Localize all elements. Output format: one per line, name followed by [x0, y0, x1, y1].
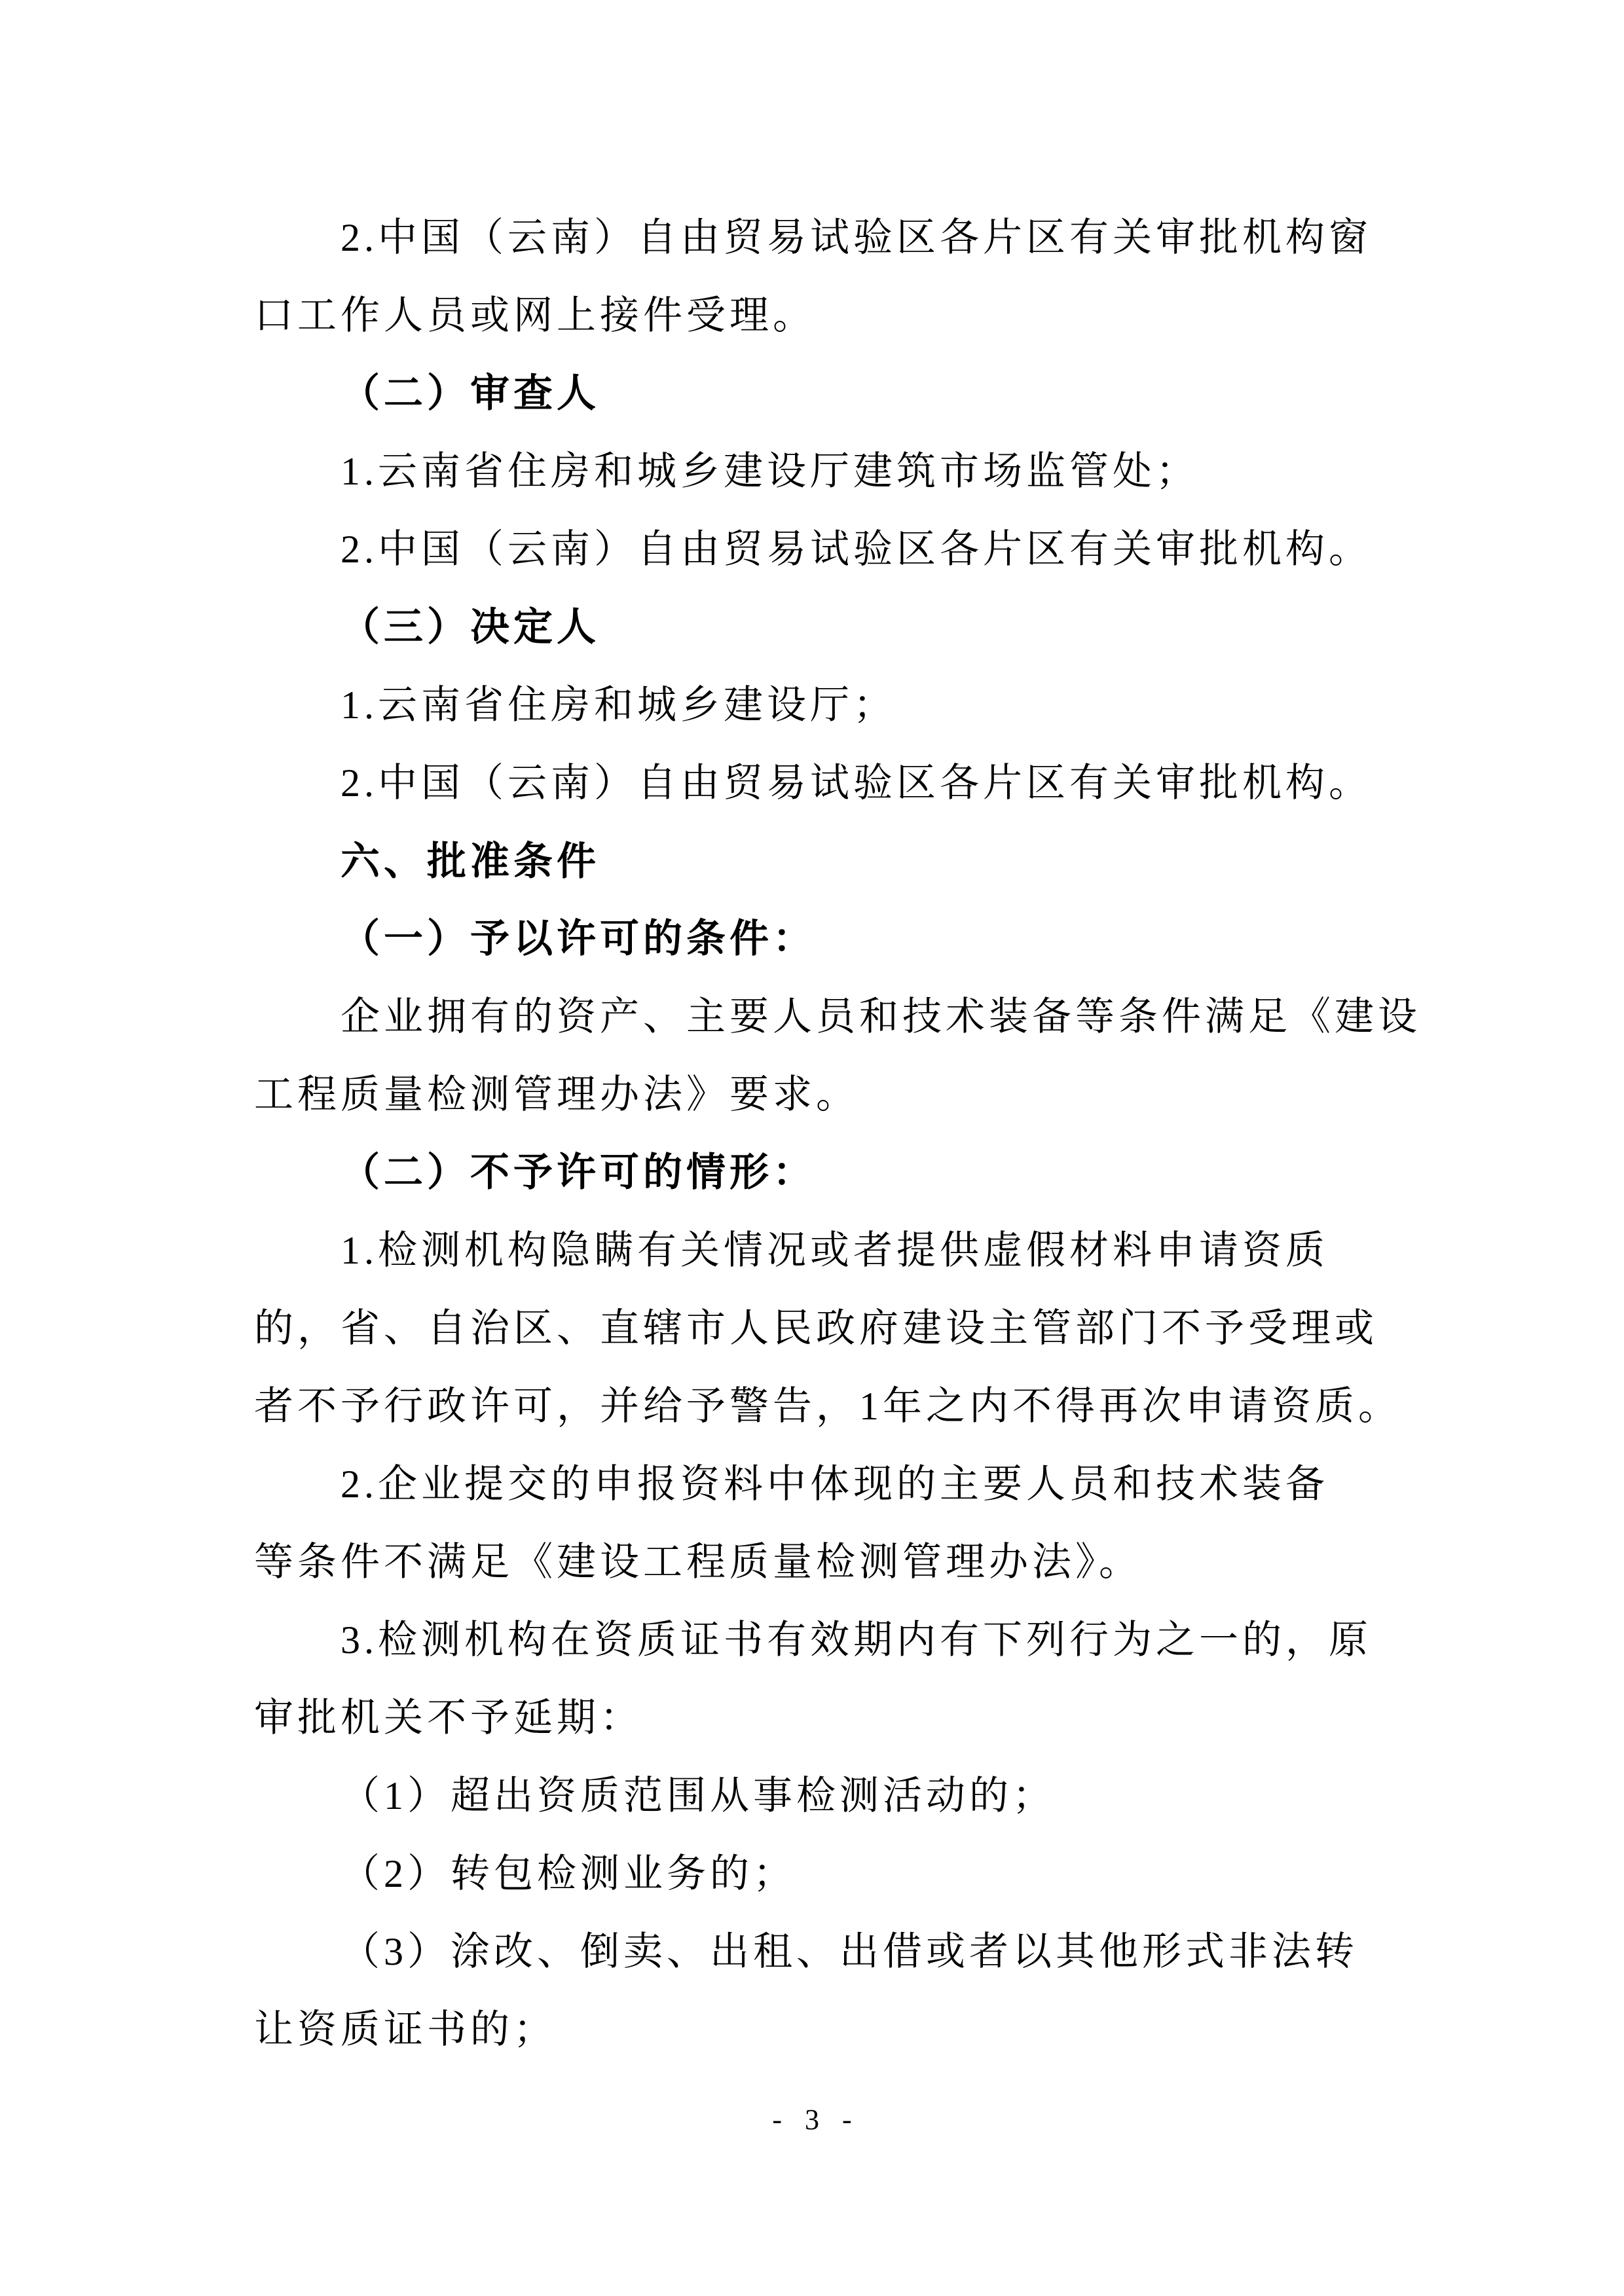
body-text-line: 等条件不满足《建设工程质量检测管理办法》。 — [254, 1540, 1142, 1584]
body-text-line: 者不予行政许可，并给予警告，1年之内不得再次申请资质。 — [254, 1385, 1401, 1428]
page-footer — [254, 2097, 1378, 2143]
sub-heading: （二）不予许可的情形： — [341, 1151, 816, 1194]
body-text-line: （2）转包检测业务的； — [341, 1852, 796, 1895]
section-heading: 六、批准条件 — [341, 839, 600, 883]
body-text-line: 1.检测机构隐瞒有关情况或者提供虚假材料申请资质 — [341, 1229, 1329, 1272]
body-text-line: 让资质证书的； — [254, 2008, 557, 2051]
body-text-line: 2.中国（云南）自由贸易试验区各片区有关审批机构。 — [341, 761, 1372, 805]
body-text-line: 2.企业提交的申报资料中体现的主要人员和技术装备 — [341, 1463, 1329, 1506]
body-text-line: 口工作人员或网上接件受理。 — [254, 294, 816, 337]
body-text-line: 2.中国（云南）自由贸易试验区各片区有关审批机构窗 — [341, 216, 1372, 259]
sub-heading: （三）决定人 — [341, 606, 600, 649]
body-text-line: 1.云南省住房和城乡建设厅建筑市场监管处； — [341, 450, 1199, 493]
body-text-line: 企业拥有的资产、主要人员和技术装备等条件满足《建设 — [341, 995, 1421, 1038]
body-text-line: 工程质量检测管理办法》要求。 — [254, 1073, 859, 1116]
body-text-line: 1.云南省住房和城乡建设厅； — [341, 683, 896, 727]
body-text-line: （1）超出资质范围从事检测活动的； — [341, 1774, 1056, 1817]
body-text-line: 的，省、自治区、直辖市人民政府建设主管部门不予受理或 — [254, 1307, 1378, 1350]
body-text-line: 审批机关不予延期： — [254, 1696, 643, 1740]
sub-heading: （二）审查人 — [341, 372, 600, 415]
body-text-line: （3）涂改、倒卖、出租、出借或者以其他形式非法转 — [341, 1930, 1358, 1973]
body-text-line: 3.检测机构在资质证书有效期内有下列行为之一的，原 — [341, 1618, 1372, 1662]
page-number: - 3 - — [772, 2104, 860, 2136]
document-body — [254, 199, 1421, 2069]
body-text-line: 2.中国（云南）自由贸易试验区各片区有关审批机构。 — [341, 528, 1372, 571]
sub-heading: （一）予以许可的条件： — [341, 917, 816, 960]
